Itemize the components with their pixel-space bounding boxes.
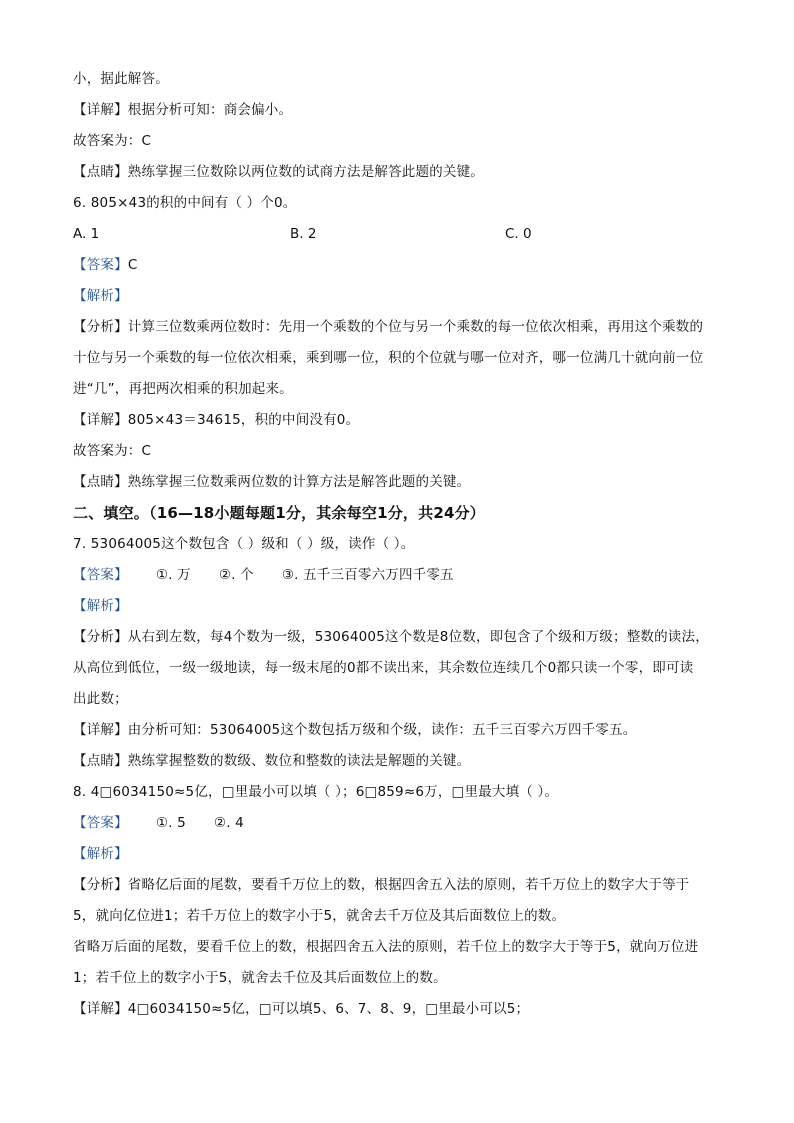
- text-line: 【分析】省略亿后面的尾数，要看千万位上的数，根据四舍五入法的原则，若千万位上的数字大于等于: [73, 877, 690, 893]
- answer-line: [73, 566, 723, 584]
- text-line: 【分析】计算三位数乘两位数时：先用一个乘数的个位与另一个乘数的每一位依次相乘，再用这个乘数的: [73, 319, 704, 335]
- text-line: 【详解】4□6034150≈5亿，□可以填5、6、7、8、9，□里最小可以5；: [73, 1001, 530, 1017]
- answer-tag: 【答案】: [73, 815, 128, 831]
- analysis-tag: 【解析】: [73, 288, 128, 304]
- answer-value: ①. 万: [155, 567, 191, 583]
- question-7: 7. 53064005这个数包含（ ）级和（ ）级，读作（ ）。: [73, 536, 415, 552]
- text-line: 【详解】由分析可知：53064005这个数包括万级和个级，读作：五千三百零六万四千零五。: [73, 722, 637, 738]
- text-line: 【详解】805×43＝34615，积的中间没有0。: [73, 412, 360, 428]
- text-line: 【点睛】熟练掌握整数的数级、数位和整数的读法是解题的关键。: [73, 753, 471, 769]
- text-line: 十位与另一个乘数的每一位依次相乘，乘到哪一位，积的个位就与哪一位对齐，哪一位满几十就向前一位: [73, 350, 704, 366]
- text-line: 出此数；: [73, 691, 128, 707]
- text-line: 【详解】根据分析可知：商会偏小。: [73, 102, 293, 118]
- analysis-tag: 【解析】: [73, 846, 128, 862]
- text-line: 1；若千位上的数字小于5，就舍去千位及其后面数位上的数。: [73, 970, 447, 986]
- text-line: 从高位到低位，一级一级地读，每一级末尾的0都不读出来，其余数位连续几个0都只读一个零，即可读: [73, 660, 694, 676]
- text-line: 【点睛】熟练掌握三位数除以两位数的试商方法是解答此题的关键。: [73, 164, 484, 180]
- option-a: A. 1: [73, 226, 100, 242]
- answer-value: ②. 4: [213, 815, 244, 831]
- answer-value: ②. 个: [218, 567, 254, 583]
- answer-tag: 【答案】: [73, 257, 128, 273]
- answer-value: C: [127, 257, 138, 273]
- answer-line: [73, 814, 723, 832]
- answer-line: [73, 256, 723, 274]
- analysis-tag: 【解析】: [73, 598, 128, 614]
- section-heading: 二、填空。（16—18小题每题1分，其余每空1分，共24分）: [73, 504, 485, 522]
- text-line: 【点睛】熟练掌握三位数乘两位数的计算方法是解答此题的关键。: [73, 474, 471, 490]
- option-c: C. 0: [505, 226, 532, 242]
- text-line: 5，就向亿位进1；若千万位上的数字小于5，就舍去千万位及其后面数位上的数。: [73, 908, 566, 924]
- question-8: 8. 4□6034150≈5亿，□里最小可以填（ ）；6□859≈6万，□里最大填（ ）。: [73, 784, 559, 800]
- text-line: 故答案为：C: [73, 443, 152, 459]
- question-6: 6. 805×43的积的中间有（ ）个0。: [73, 195, 297, 211]
- text-line: 省略万后面的尾数，要看千位上的数，根据四舍五入法的原则，若千位上的数字大于等于5，就向万位进: [73, 939, 699, 955]
- answer-value: ③. 五千三百零六万四千零五: [281, 567, 454, 583]
- answer-tag: 【答案】: [73, 567, 128, 583]
- option-b: B. 2: [290, 226, 317, 242]
- text-line: 小，据此解答。: [73, 71, 169, 87]
- answer-value: ①. 5: [155, 815, 186, 831]
- text-line: 【分析】从右到左数，每4个数为一级，53064005这个数是8位数，即包含了个级和万级；整数的读法，: [73, 629, 709, 645]
- text-line: 故答案为：C: [73, 133, 152, 149]
- text-line: 进“几”，再把两次相乘的积加起来。: [73, 381, 293, 397]
